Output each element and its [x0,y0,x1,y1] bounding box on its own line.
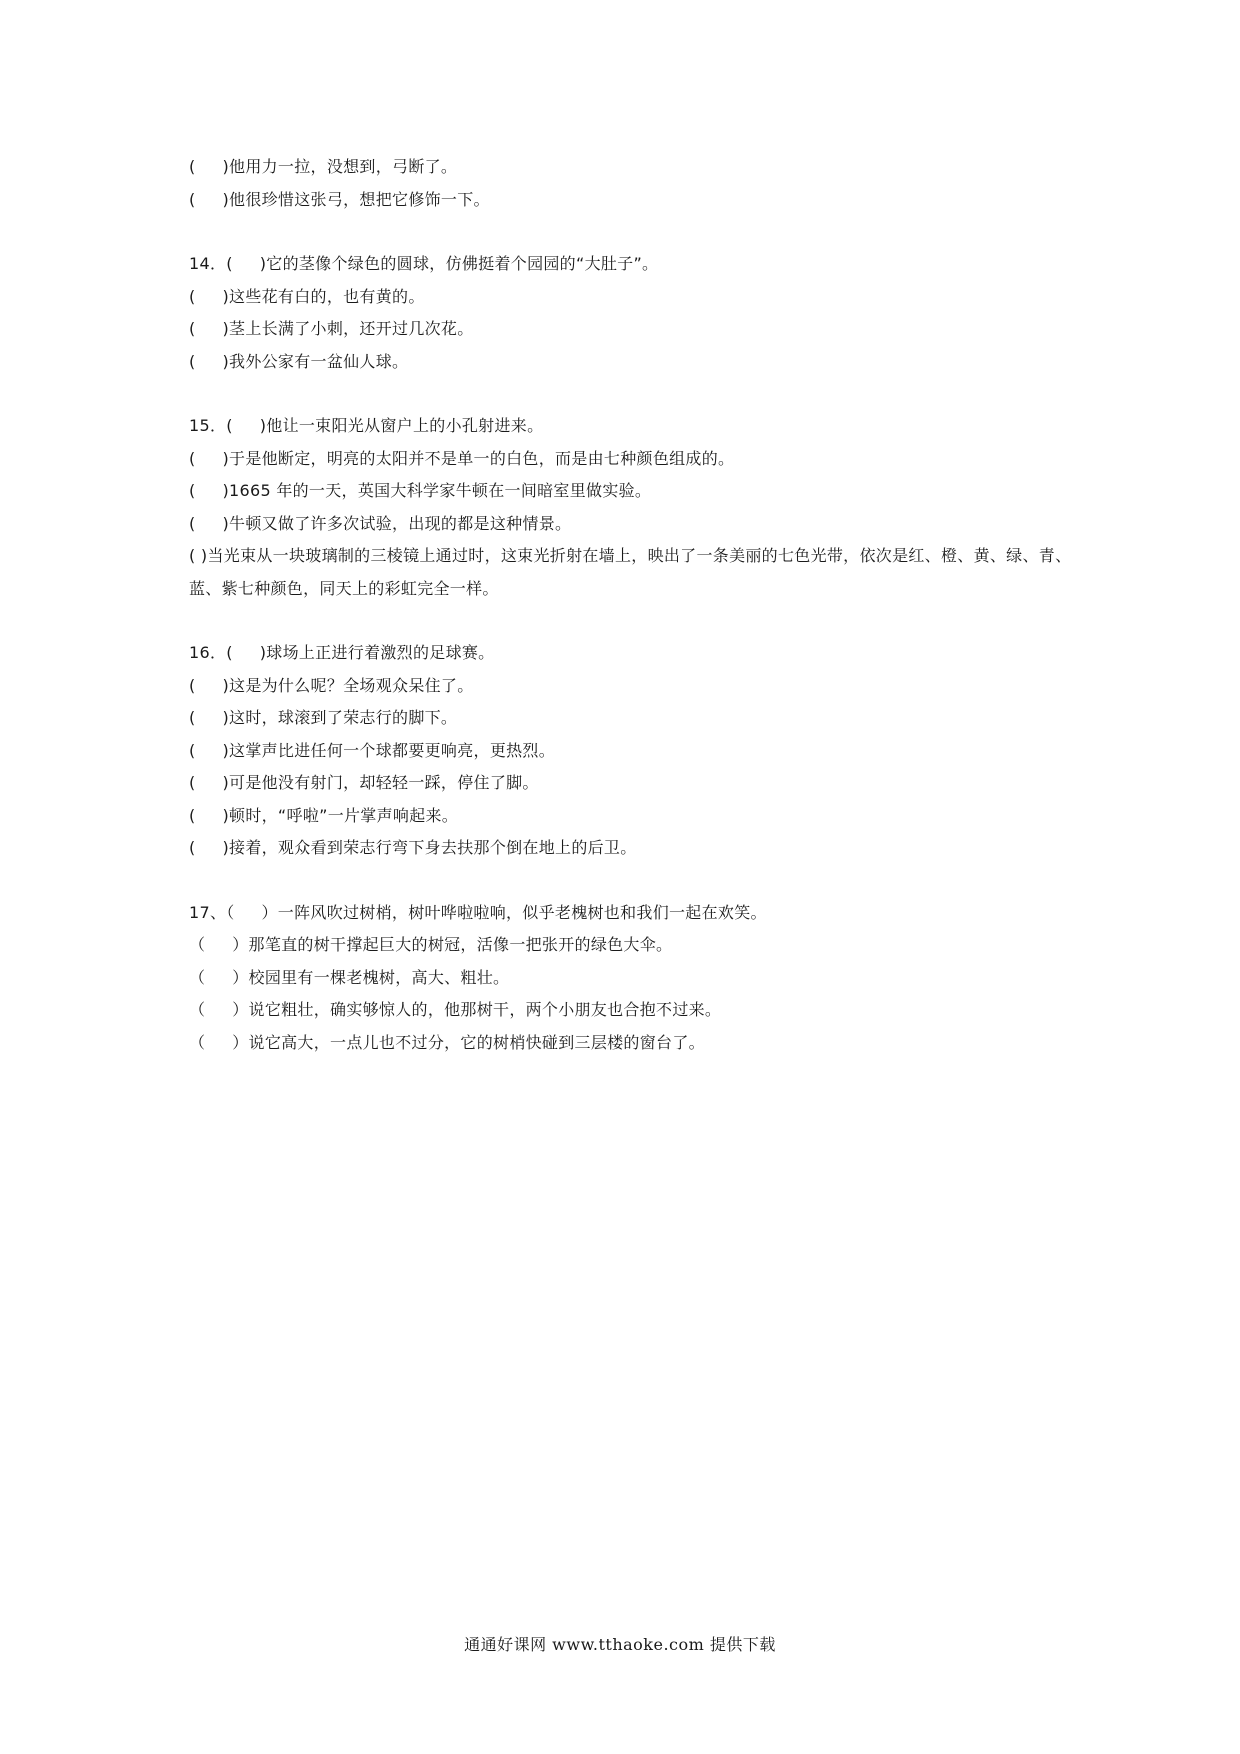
exercise-17 [189,897,1089,1060]
sentence-line: ( )我外公家有一盆仙人球。 [189,351,409,371]
sentence-line: ( )于是他断定，明亮的太阳并不是单一的白色，而是由七种颜色组成的。 [189,448,735,468]
page-footer: 通通好课网 www.tthaoke.com 提供下载 [464,1635,776,1654]
exercise-13-continued [189,151,1089,216]
sentence-line: ( )牛顿又做了许多次试验，出现的都是这种情景。 [189,513,572,533]
spacer [189,378,1089,410]
sentence-line: ( )这是为什么呢？全场观众呆住了。 [189,675,474,695]
sentence-line: ( )这时，球滚到了荣志行的脚下。 [189,708,458,727]
question-14-first-line: 14．( )它的茎像个绿色的圆球，仿佛挺着个园园的“大肚子”。 [189,254,659,273]
sentence-line: ( )这些花有白的，也有黄的。 [189,286,425,306]
exercise-16 [189,637,1089,865]
question-17-first-line: 17、（ ）一阵风吹过树梢，树叶哗啦啦响，似乎老槐树也和我们一起在欢笑。 [189,902,767,922]
spacer [189,865,1089,897]
exercise-14 [189,248,1089,378]
question-15-first-line: 15．( )他让一束阳光从窗户上的小孔射进来。 [189,416,544,435]
sentence-line: ( )茎上长满了小刺，还开过几次花。 [189,319,474,338]
sentence-line: ( )接着，观众看到荣志行弯下身去扶那个倒在地上的后卫。 [189,838,637,857]
sentence-line: ( )顿时，“呼啦”一片掌声响起来。 [189,805,459,825]
spacer [189,216,1089,248]
sentence-line: （ ）那笔直的树干撑起巨大的树冠，活像一把张开的绿色大伞。 [189,935,673,954]
sentence-line-wrapped: ( )当光束从一块玻璃制的三棱镜上通过时，这束光折射在墙上，映出了一条美丽的七色光带，依次是红、橙、黄、绿、青、蓝、紫七种颜色，同天上的彩虹完全一样。 [189,546,1072,598]
spacer [189,605,1089,637]
sentence-line: ( )他用力一拉，没想到，弓断了。 [189,157,458,176]
question-16-first-line: 16．( )球场上正进行着激烈的足球赛。 [189,643,495,662]
sentence-line: （ ）说它粗壮，确实够惊人的，他那树干，两个小朋友也合抱不过来。 [189,1000,722,1019]
exercise-15 [189,410,1089,605]
sentence-line: ( )1665 年的一天，英国大科学家牛顿在一间暗室里做实验。 [189,481,652,500]
sentence-line: （ ）说它高大，一点儿也不过分，它的树梢快碰到三层楼的窗台了。 [189,1032,705,1052]
exercise-content [189,151,1089,1059]
sentence-line: ( )这掌声比进任何一个球都要更响亮，更热烈。 [189,740,556,760]
sentence-line: （ ）校园里有一棵老槐树，高大、粗壮。 [189,967,510,987]
sentence-line: ( )他很珍惜这张弓，想把它修饰一下。 [189,189,490,209]
sentence-line: ( )可是他没有射门，却轻轻一踩，停住了脚。 [189,773,539,792]
